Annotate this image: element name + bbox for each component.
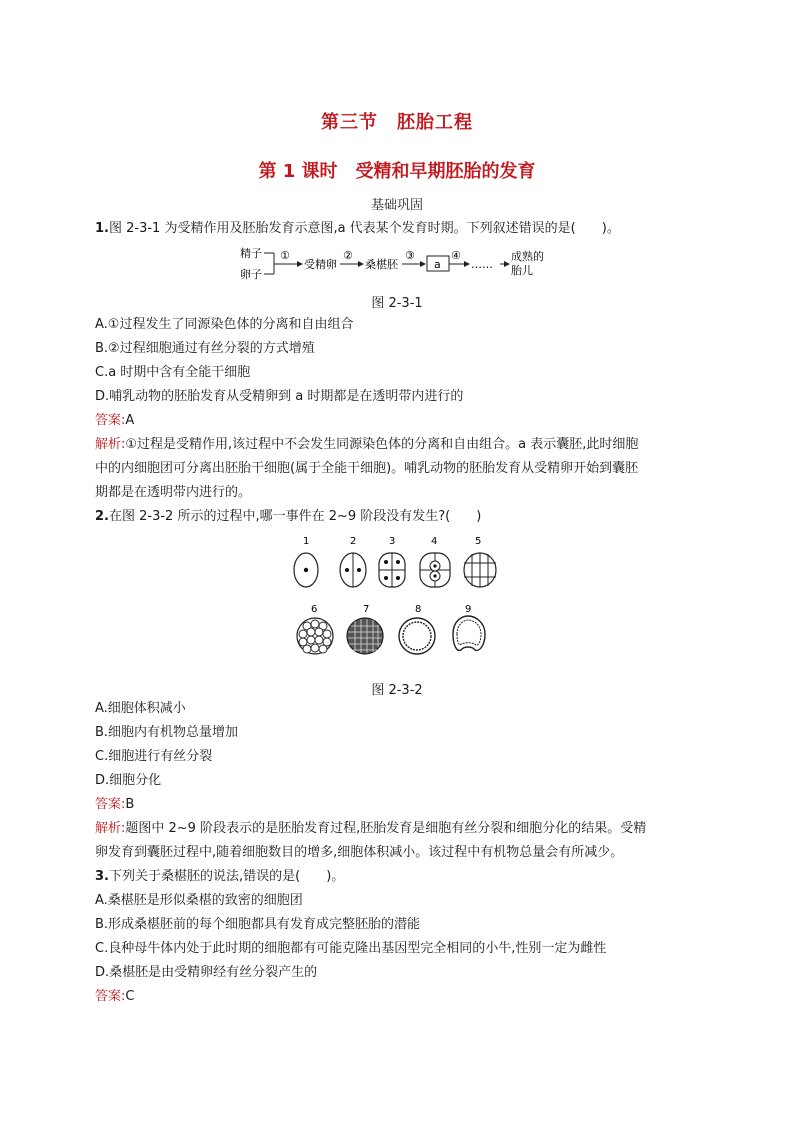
stage-3-four-cell [379, 553, 405, 587]
stage-6-morula [297, 618, 333, 654]
question-2-analysis-line-1: 解析:题图中 2~9 阶段表示的是胚胎发育过程,胚胎发育是细胞有丝分裂和细胞分化的结果。受精 [95, 821, 647, 836]
embryo-development-figure [285, 530, 510, 670]
stage-label-6: 6 [311, 604, 318, 615]
stage-8-blastula [399, 618, 435, 654]
stage-label-5: 5 [475, 536, 482, 547]
question-3-option-b: B.形成桑椹胚前的每个细胞都具有发育成完整胚胎的潜能 [95, 917, 421, 932]
diagram-egg-label: 卵子 [240, 268, 262, 281]
lesson-title: 第 1 课时 受精和早期胚胎的发育 [258, 161, 536, 182]
stage-label-3: 3 [389, 536, 396, 547]
question-2-option-d: D.细胞分化 [95, 773, 162, 788]
stage-label-1: 1 [303, 536, 310, 547]
page-title: 第三节 胚胎工程 [321, 112, 473, 133]
question-2-answer: 答案:B [95, 797, 135, 812]
question-2-stem: 2.在图 2-3-2 所示的过程中,哪一事件在 2~9 阶段没有发生?( ) [95, 509, 482, 524]
figure-caption-2-3-2: 图 2-3-2 [371, 683, 423, 698]
stage-label-8: 8 [415, 604, 422, 615]
diagram-zygote-label: 受精卵 [304, 258, 337, 271]
section-heading: 基础巩固 [370, 198, 423, 213]
stage-4-eight-cell [420, 553, 450, 587]
diagram-step-2: ② [343, 249, 353, 262]
diagram-step-1: ① [280, 249, 290, 262]
diagram-morula-label: 桑椹胚 [365, 258, 398, 271]
diagram-sperm-label: 精子 [240, 247, 262, 260]
diagram-dots: …… [471, 258, 493, 271]
question-1-answer: 答案:A [95, 413, 135, 428]
stage-1-zygote [294, 553, 318, 587]
question-2-option-a: A.细胞体积减小 [95, 701, 186, 716]
question-2-number: 2. [95, 509, 109, 524]
stage-5-sixteen-cell [464, 553, 496, 587]
diagram-mature-label-1: 成熟的 [511, 250, 544, 263]
stage-label-9: 9 [465, 604, 472, 615]
question-1-analysis-line-2: 中的内细胞团可分离出胚胎干细胞(属于全能干细胞)。哺乳动物的胚胎发育从受精卵开始到囊胚 [95, 461, 639, 476]
diagram-step-4: ④ [451, 249, 461, 262]
stage-7-compact-morula [347, 618, 383, 654]
question-1-option-c: C.a 时期中含有全能干细胞 [95, 365, 251, 380]
question-3-option-a: A.桑椹胚是形似桑椹的致密的细胞团 [95, 893, 303, 908]
stage-label-7: 7 [363, 604, 370, 615]
figure-caption-2-3-1: 图 2-3-1 [371, 296, 423, 311]
stage-2-two-cell [340, 553, 366, 587]
question-1-number: 1. [95, 221, 109, 236]
diagram-step-3: ③ [405, 249, 415, 262]
question-2-analysis-line-2: 卵发育到囊胚过程中,随着细胞数目的增多,细胞体积减小。该过程中有机物总量会有所减少。 [95, 845, 624, 860]
question-2-option-c: C.细胞进行有丝分裂 [95, 749, 213, 764]
question-1-option-a: A.①过程发生了同源染色体的分离和自由组合 [95, 317, 354, 332]
question-1-analysis-line-3: 期都是在透明带内进行的。 [95, 485, 252, 500]
fertilization-flow-diagram [240, 244, 570, 282]
question-1-analysis-line-1: 解析:①过程是受精作用,该过程中不会发生同源染色体的分离和自由组合。a 表示囊胚,此时细胞 [95, 437, 639, 452]
stage-label-4: 4 [431, 536, 438, 547]
question-1-option-d: D.哺乳动物的胚胎发育从受精卵到 a 时期都是在透明带内进行的 [95, 389, 464, 404]
diagram-mature-label-2: 胎儿 [511, 264, 533, 277]
question-3-answer: 答案:C [95, 989, 135, 1004]
stage-9-gastrula [453, 616, 485, 650]
question-1-stem: 1.图 2-3-1 为受精作用及胚胎发育示意图,a 代表某个发育时期。下列叙述错误的是( )。 [95, 221, 620, 236]
question-3-option-c: C.良种母牛体内处于此时期的细胞都有可能克隆出基因型完全相同的小牛,性别一定为雌性 [95, 941, 607, 956]
question-3-option-d: D.桑椹胚是由受精卵经有丝分裂产生的 [95, 965, 318, 980]
question-2-option-b: B.细胞内有机物总量增加 [95, 725, 239, 740]
question-3-number: 3. [95, 869, 109, 884]
question-1-option-b: B.②过程细胞通过有丝分裂的方式增殖 [95, 341, 315, 356]
question-3-stem: 3.下列关于桑椹胚的说法,错误的是( )。 [95, 869, 345, 884]
diagram-stage-a-label: a [434, 258, 441, 271]
stage-label-2: 2 [350, 536, 357, 547]
